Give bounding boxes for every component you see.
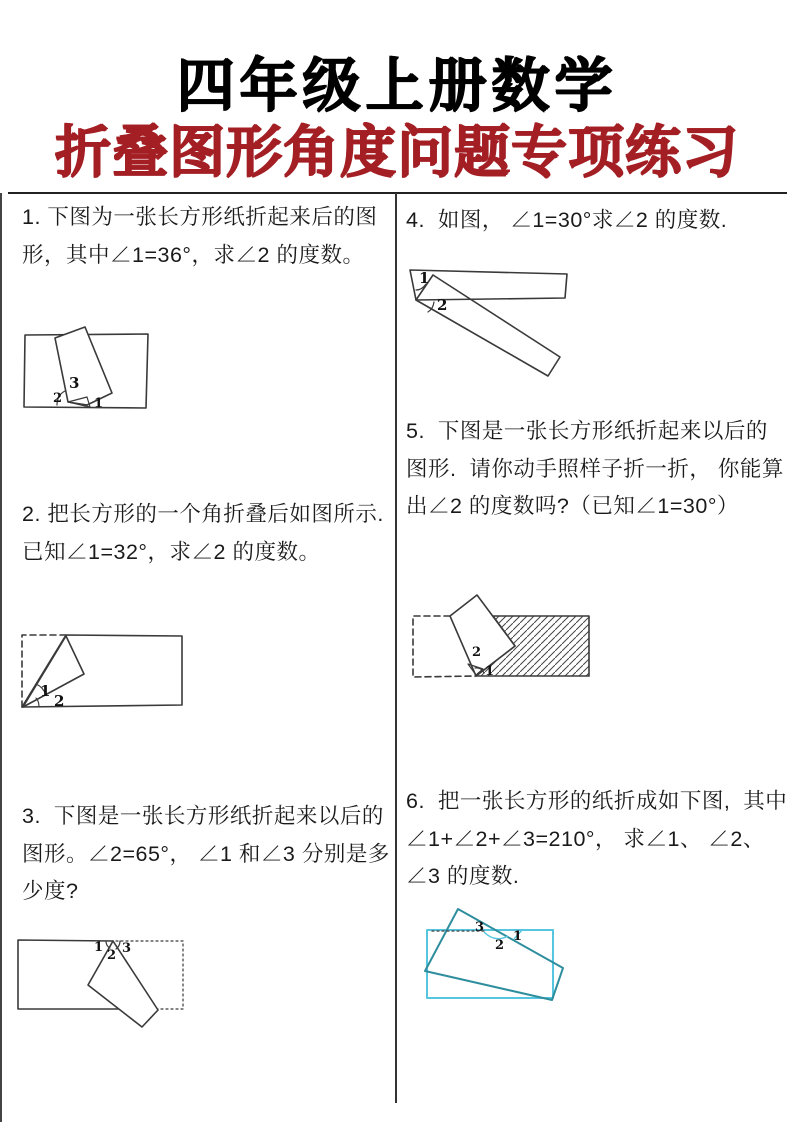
page-subtitle: 折叠图形角度问题专项练习 bbox=[54, 120, 739, 185]
problem-2-diagram bbox=[15, 628, 195, 718]
problem-5-diagram bbox=[408, 588, 598, 683]
page-left-edge bbox=[0, 193, 2, 1122]
problem-1-diagram bbox=[20, 323, 160, 413]
column-divider bbox=[395, 193, 397, 1103]
problem-3-diagram bbox=[12, 933, 192, 1033]
angle-label-1: 1 bbox=[513, 929, 523, 944]
rectangle-outline bbox=[427, 930, 553, 998]
angle-label-1: 1 bbox=[94, 940, 104, 955]
angle-label-2: 2 bbox=[54, 692, 65, 710]
problem-3-text: 3. 下图是一张长方形纸折起来以后的图形。∠2=65°， ∠1 和∠3 分别是多少度? bbox=[22, 804, 390, 903]
angle-label-3: 3 bbox=[69, 374, 80, 392]
angle-label-3: 3 bbox=[475, 920, 485, 935]
folded-flap bbox=[55, 327, 112, 405]
header-divider bbox=[8, 192, 787, 194]
angle-label-2: 2 bbox=[107, 948, 117, 963]
angle-label-1: 1 bbox=[419, 269, 430, 287]
problem-6-diagram bbox=[418, 898, 578, 1018]
problem-4-text: 4. 如图， ∠1=30°求∠2 的度数. bbox=[406, 208, 728, 232]
folded-strip bbox=[416, 275, 560, 376]
angle-label-2: 2 bbox=[437, 296, 448, 314]
angle-label-1: 1 bbox=[40, 682, 51, 700]
angle-label-3: 3 bbox=[122, 941, 132, 956]
folded-quadrilateral bbox=[425, 909, 563, 1000]
angle-label-2: 2 bbox=[495, 938, 505, 953]
angle-label-1: 1 bbox=[94, 396, 104, 411]
problem-4-diagram bbox=[403, 263, 578, 383]
angle-label-2: 2 bbox=[53, 391, 63, 406]
page-title: 四年级上册数学 bbox=[175, 51, 617, 119]
angle-label-1: 1 bbox=[485, 664, 495, 679]
problem-2-text: 2. 把长方形的一个角折叠后如图所示. 已知∠1=32°，求∠2 的度数。 bbox=[22, 502, 391, 564]
angle-label-2: 2 bbox=[472, 645, 482, 660]
angle-arc-3 bbox=[116, 941, 120, 949]
problem-6-text: 6. 把一张长方形的纸折成如下图, 其中∠1+∠2+∠3=210°， 求∠1、 ∠2、 ∠3 的度数. bbox=[406, 789, 788, 888]
problem-1-text: 1. 下图为一张长方形纸折起来后的图形，其中∠1=36°，求∠2 的度数。 bbox=[22, 205, 378, 267]
problem-5-text: 5. 下图是一张长方形纸折起来以后的图形. 请你动手照样子折一折， 你能算出∠2 的度数吗?（已知∠1=30°） bbox=[406, 419, 784, 518]
